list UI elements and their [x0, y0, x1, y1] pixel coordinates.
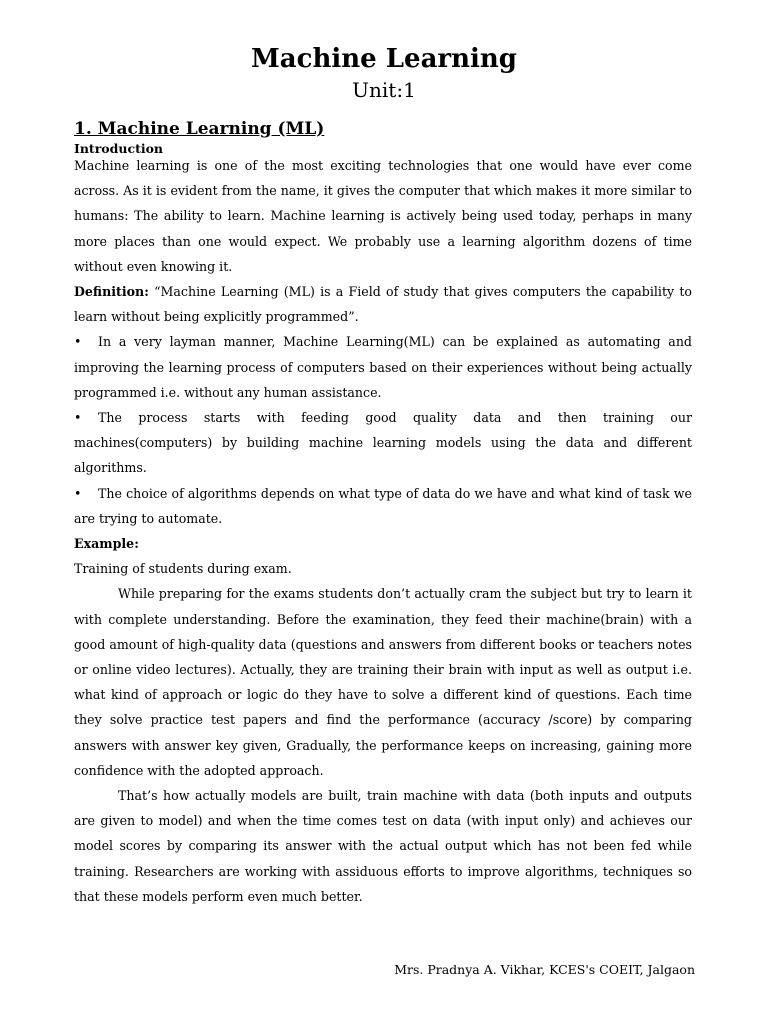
bullet-text: In a very layman manner, Machine Learning(ML) can be explained as automating and improving the learning process of computers based on their experiences without being actually programmed i.e. without any human assistance. [74, 334, 692, 400]
example-paragraph: That’s how actually models are built, train machine with data (both inputs and outputs are given to model) and when the time comes test on data (with input only) and achieves our model scores by comparing its answer with the actual output which has not been fed while training. Researchers are working with assiduous efforts to improve algorithms, techniques so that these models perform even much better. [74, 788, 692, 904]
page-title: Machine Learning [251, 44, 517, 74]
section-heading: 1. Machine Learning (ML) [74, 119, 325, 139]
example-label-text: Example: [74, 536, 139, 552]
bullet-icon: • [74, 334, 82, 350]
definition-paragraph [74, 279, 692, 329]
example-label [74, 531, 692, 556]
definition-text: “Machine Learning (ML) is a Field of study that gives computers the capability to learn without being explicitly programmed”. [74, 284, 692, 325]
example-intro: Training of students during exam. [74, 561, 292, 577]
unit-subtitle: Unit:1 [352, 78, 416, 102]
bullet-item [74, 481, 692, 531]
example-paragraph: While preparing for the exams students don’t actually cram the subject but try to learn it with complete understanding. Before the examination, they feed their machine(brain) with a good amount of high-quality data (questions and answers from different books or teachers notes or online video lectures). Actually, they are training their brain with input as well as output i.e. what kind of approach or logic do they have to solve a different kind of questions. Each time they solve practice test papers and find the performance (accuracy /score) by comparing answers with answer key given, Gradually, the performance keeps on increasing, gaining more confidence with the adopted approach. [74, 586, 692, 778]
introduction-label: Introduction [74, 141, 164, 156]
bullet-item [74, 405, 692, 481]
page-footer: Mrs. Pradnya A. Vikhar, KCES's COEIT, Jalgaon [394, 962, 695, 977]
document-body [74, 153, 692, 909]
bullet-item [74, 329, 692, 405]
bullet-icon: • [74, 485, 82, 501]
bullet-text: The choice of algorithms depends on what type of data do we have and what kind of task we are trying to automate. [74, 485, 692, 526]
introduction-paragraph: Machine learning is one of the most exciting technologies that one would have ever come across. As it is evident from the name, it gives the computer that which makes it more similar to humans: The ability to learn. Machine learning is actively being used today, perhaps in many more places than one would expect. We probably use a learning algorithm dozens of time without even knowing it. [74, 158, 692, 274]
definition-label: Definition: [74, 284, 149, 300]
bullet-icon: • [74, 410, 82, 426]
bullet-text: The process starts with feeding good quality data and then training our machines(computers) by building machine learning models using the data and different algorithms. [74, 410, 692, 476]
